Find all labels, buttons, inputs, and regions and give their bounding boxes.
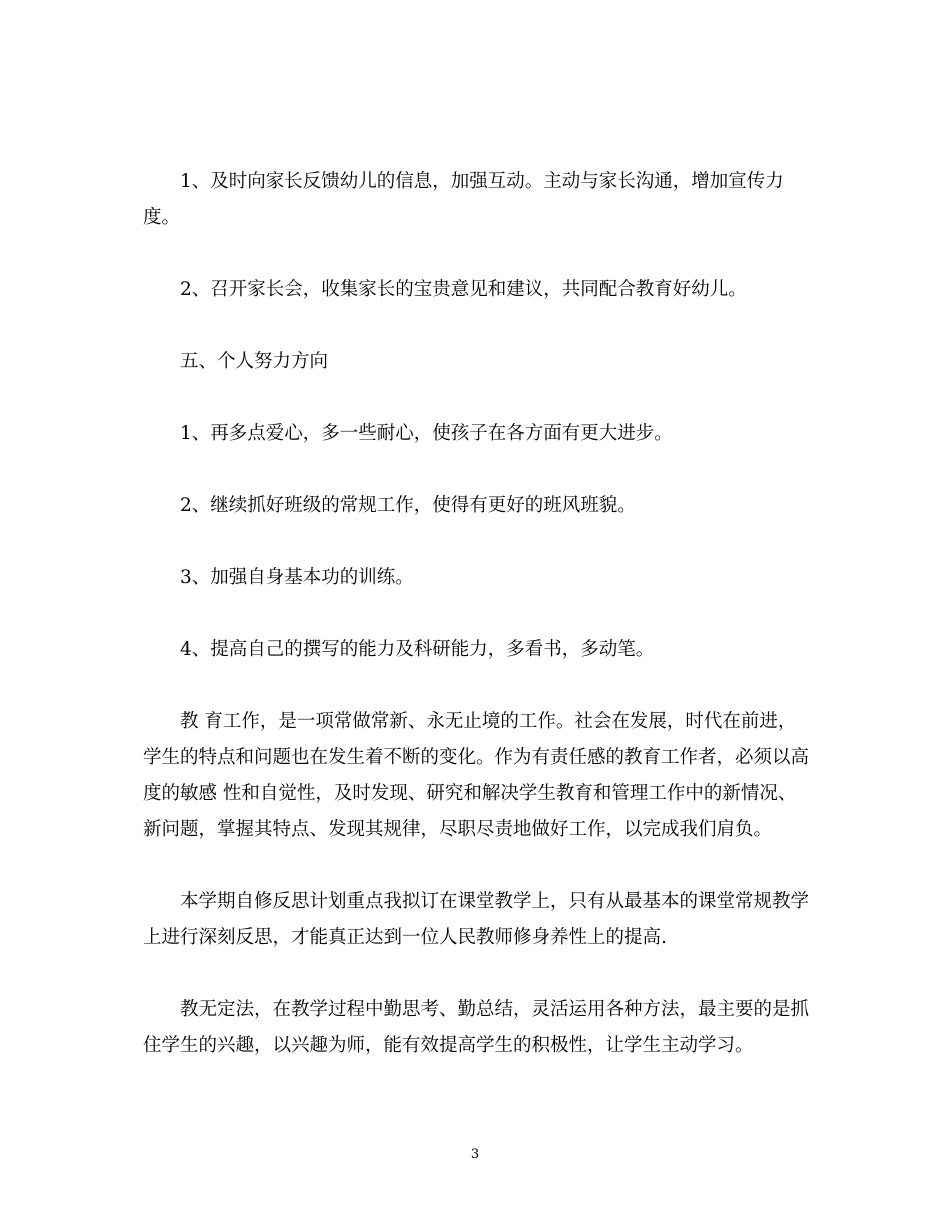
paragraph-self-reflection-plan: 本学期自修反思计划重点我拟订在课堂教学上，只有从最基本的课堂常规教学上进行深刻反思，才能真正达到一位人民教师修身养性上的提高. [143, 891, 810, 948]
page-number: 3 [470, 1147, 480, 1162]
paragraph-basic-skills: 3、加强自身基本功的训练。 [180, 567, 414, 588]
paragraph-parent-feedback: 1、及时向家长反馈幼儿的信息，加强互动。主动与家长沟通，增加宣传力度。 [143, 171, 784, 228]
paragraph-education-work: 教 育工作，是一项常做常新、永无止境的工作。社会在发展，时代在前进，学生的特点和问题也在发生着不断的变化。作为有责任感的教育工作者，必须以高度的敏感 性和自觉性，及时发现、研究和解决学生教育和管理工作中的新情况、新问题，掌握其特点、发现其规律，尽职尽责地做好工作，以完成我们肩负。 [143, 711, 810, 840]
paragraph-more-love: 1、再多点爱心，多一些耐心，使孩子在各方面有更大进步。 [180, 423, 673, 444]
paragraph-class-routine: 2、继续抓好班级的常规工作，使得有更好的班风班貌。 [180, 495, 636, 516]
paragraph-writing-research: 4、提高自己的撰写的能力及科研能力，多看书，多动笔。 [180, 639, 655, 660]
document-body [143, 164, 809, 1064]
paragraph-parent-meeting: 2、召开家长会，收集家长的宝贵意见和建议，共同配合教育好幼儿。 [180, 279, 747, 300]
paragraph-teaching-methods: 教无定法，在教学过程中勤思考、勤总结，灵活运用各种方法，最主要的是抓住学生的兴趣，以兴趣为师，能有效提高学生的积极性，让学生主动学习。 [143, 999, 810, 1056]
section-heading-personal-direction: 五、个人努力方向 [180, 351, 329, 372]
